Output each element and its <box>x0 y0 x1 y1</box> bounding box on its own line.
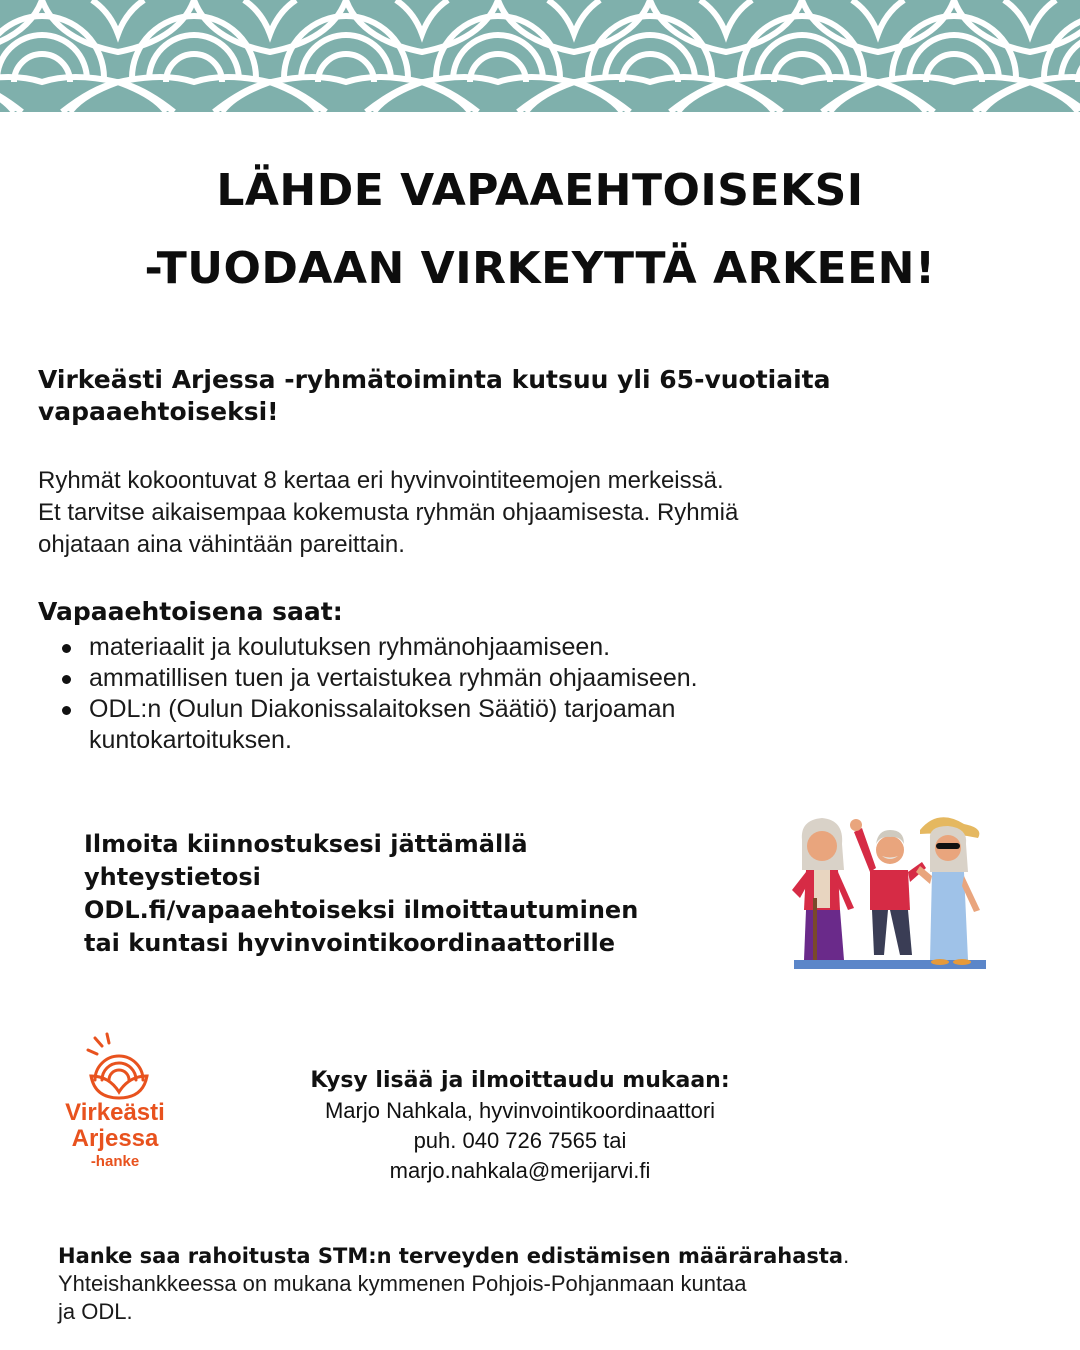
header-pattern <box>0 0 1080 112</box>
intro-lead-line1: Virkeästi Arjessa -ryhmätoiminta kutsuu yli 65-vuotiaita <box>38 365 831 394</box>
page-title-line2: -TUODAAN VIRKEYTTÄ ARKEEN! <box>144 243 936 294</box>
benefits-heading: Vapaaehtoisena saat: <box>38 597 343 626</box>
contact-email[interactable]: marjo.nahkala@merijarvi.fi <box>389 1158 651 1183</box>
intro-lead-line2: vapaaehtoiseksi! <box>38 397 279 426</box>
scallop-pattern-icon <box>0 0 1080 112</box>
contact-block <box>230 1066 810 1186</box>
page-title-line1: LÄHDE VAPAAEHTOISEKSI <box>216 165 864 216</box>
benefits-list <box>62 632 962 756</box>
logo-line3: -hanke <box>90 1153 140 1170</box>
contact-name-role: Marjo Nahkala, hyvinvointikoordinaattori <box>324 1098 716 1123</box>
footer-line3: ja ODL. <box>58 1299 133 1324</box>
logo-text <box>55 1100 175 1172</box>
intro-paragraph <box>38 465 1048 561</box>
list-item-text: kuntokartoituksen. <box>89 726 292 754</box>
list-item-text: materiaalit ja koulutuksen ryhmänohjaamiseen. <box>89 633 611 661</box>
list-item-text: ODL:n (Oulun Diakonissalaitoksen Säätiö) tarjoaman <box>89 695 676 723</box>
bullet-icon <box>62 644 71 653</box>
list-item-text: ammatillisen tuen ja vertaistukea ryhmän ohjaamiseen. <box>89 664 698 692</box>
funding-statement: Hanke saa rahoitusta STM:n terveyden edistämisen määrärahasta <box>58 1244 844 1268</box>
contact-heading: Kysy lisää ja ilmoittaudu mukaan: <box>310 1068 730 1093</box>
list-item <box>62 632 962 663</box>
virkeasti-arjessa-logo <box>55 1030 205 1190</box>
cta-line: yhteystietosi <box>84 863 261 891</box>
funding-footer <box>58 1242 1038 1326</box>
cta-link-line[interactable]: ODL.fi/vapaaehtoiseksi ilmoittautuminen <box>84 896 639 924</box>
call-to-action <box>84 828 774 960</box>
logo-line2: Arjessa <box>71 1125 159 1152</box>
paragraph-line: Ryhmät kokoontuvat 8 kertaa eri hyvinvointiteemojen merkeissä. <box>38 467 724 494</box>
bullet-icon <box>62 706 71 715</box>
cta-line: Ilmoita kiinnostuksesi jättämällä <box>84 830 528 858</box>
contact-phone[interactable]: puh. 040 726 7565 tai <box>413 1128 627 1153</box>
intro-lead <box>38 364 1038 428</box>
funding-period: . <box>843 1243 850 1268</box>
logo-line1: Virkeästi <box>65 1099 165 1126</box>
list-item <box>62 663 962 694</box>
sun-flower-logo-icon <box>55 1030 175 1100</box>
cta-line: tai kuntasi hyvinvointikoordinaattorille <box>84 929 615 957</box>
paragraph-line: Et tarvitse aikaisempaa kokemusta ryhmän ohjaamisesta. Ryhmiä <box>38 499 739 526</box>
list-item <box>62 694 962 756</box>
bullet-icon <box>62 675 71 684</box>
seniors-illustration <box>780 810 1000 980</box>
paragraph-line: ohjataan aina vähintään pareittain. <box>38 531 405 558</box>
footer-line2: Yhteishankkeessa on mukana kymmenen Pohjois-Pohjanmaan kuntaa <box>58 1271 747 1296</box>
dancing-seniors-icon <box>780 810 1000 980</box>
